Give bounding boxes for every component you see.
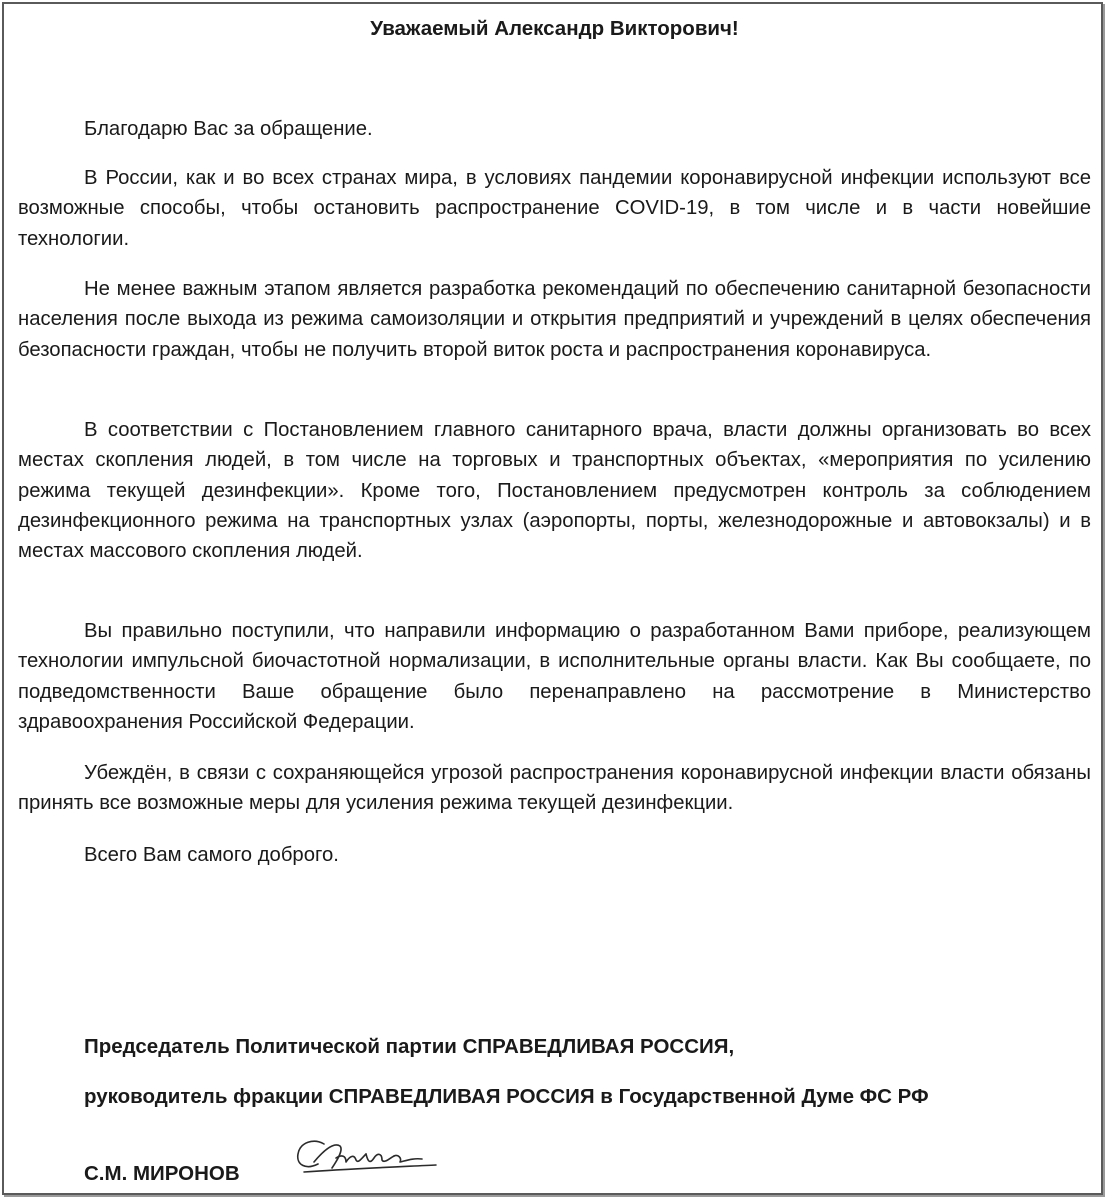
salutation: Уважаемый Александр Викторович!: [370, 17, 739, 40]
signatory-name: С.М. МИРОНОВ: [84, 1162, 240, 1185]
letter-frame: [2, 2, 1103, 1195]
paragraph-sanitary-recommendations: Не менее важным этапом является разработка рекомендаций по обеспечению санитарной безопасности населения после выхода из режима самоизоляции и открытия предприятий и учреждений в целях обеспечения безопасности граждан, чтобы не получить второй виток роста и распространения коронавируса.: [18, 278, 1091, 361]
paragraph-device-info: Вы правильно поступили, что направили информацию о разработанном Вами приборе, реализующем технологии импульсной биочастотной нормализации, в исполнительные органы власти. Как Вы сообщаете, по подведомственности Ваше обращение было перенаправлено на рассмотрение в Министерство здравоохранения Российской Федерации.: [18, 620, 1091, 733]
paragraph-disinfection: Убеждён, в связи с сохраняющейся угрозой распространения коронавирусной инфекции власти обязаны принять все возможные меры для усиления режима текущей дезинфекции.: [18, 762, 1091, 815]
signatory-title-line-2: руководитель фракции СПРАВЕДЛИВАЯ РОССИЯ в Государственной Думе ФС РФ: [84, 1085, 929, 1108]
handwritten-signature: [284, 1132, 444, 1182]
paragraph-resolution: В соответствии с Постановлением главного санитарного врача, власти должны организовать во всех местах скопления людей, в том числе на торговых и транспортных объектах, «мероприятия по усилению режима текущей дезинфекции». Кроме того, Постановлением предусмотрен контроль за соблюдением дезинфекционного режима на транспортных узлах (аэропорты, порты, железнодорожные и автовокзалы) и в местах массового скопления людей.: [18, 419, 1091, 563]
paragraph-thanks: Благодарю Вас за обращение.: [84, 118, 373, 140]
paragraph-covid-measures: В России, как и во всех странах мира, в условиях пандемии коронавирусной инфекции используют все возможные способы, чтобы остановить распространение COVID-19, в том числе и в части новейшие технологии.: [18, 167, 1091, 250]
paragraph-closing: Всего Вам самого доброго.: [84, 844, 339, 866]
signatory-title-line-1: Председатель Политической партии СПРАВЕДЛИВАЯ РОССИЯ,: [84, 1035, 735, 1058]
